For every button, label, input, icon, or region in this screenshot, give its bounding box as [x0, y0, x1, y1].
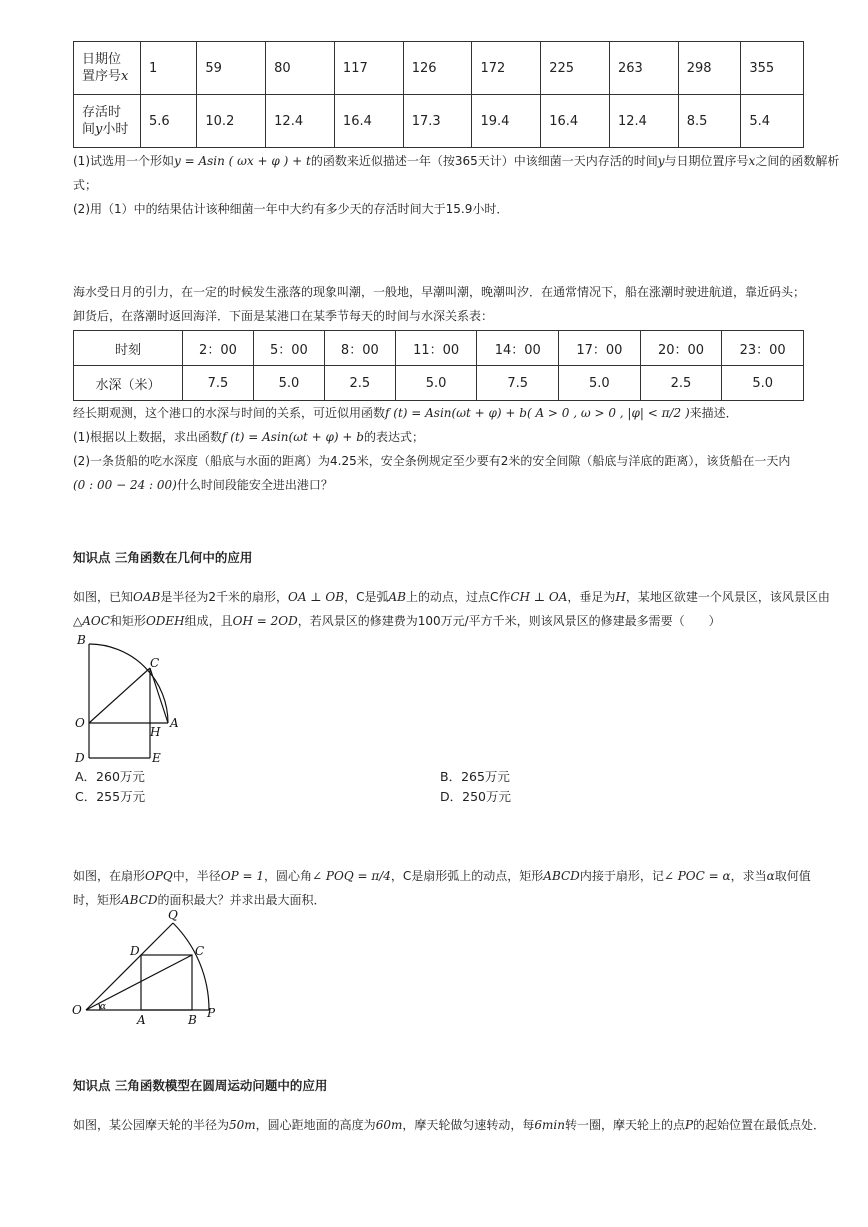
table-cell: 20：00 — [640, 331, 722, 366]
label-a: A — [170, 716, 179, 730]
segment-oq — [86, 923, 173, 1010]
table-cell: 5.4 — [741, 95, 804, 148]
table-cell: 172 — [472, 42, 541, 95]
p1-question1-cont: 式； — [73, 178, 98, 192]
label-o: O — [72, 1003, 82, 1017]
section-heading-circular-motion: 知识点 三角函数模型在圆周运动问题中的应用 — [73, 1078, 328, 1093]
p2-question2: (2)一条货船的吃水深度（船底与水面的距离）为4.25米，安全条例规定至少要有2米的安全间隙（船底与洋底的距离），该货船在一天内 — [73, 454, 791, 468]
tide-table — [73, 330, 804, 401]
survival-table — [73, 41, 804, 148]
table-cell: 263 — [609, 42, 678, 95]
label-h: H — [150, 725, 161, 739]
table-cell: 126 — [403, 42, 472, 95]
row-header-time: 存活时 间y小时 — [74, 95, 141, 148]
label-b: B — [77, 633, 86, 647]
label-d: D — [130, 944, 140, 958]
table-cell: 5.0 — [395, 366, 477, 401]
table-cell: 16.4 — [334, 95, 403, 148]
rectangle-abcd — [141, 955, 192, 1010]
table-cell: 5.0 — [253, 366, 324, 401]
sector-figure — [70, 630, 190, 768]
table-cell: 59 — [197, 42, 266, 95]
table-cell: 11：00 — [395, 331, 477, 366]
label-p: P — [207, 1006, 216, 1020]
row-header-depth: 水深（米） — [74, 366, 183, 401]
table-cell: 7.5 — [477, 366, 559, 401]
table-cell: 2.5 — [640, 366, 722, 401]
label-q: Q — [168, 908, 178, 922]
label-c: C — [150, 656, 160, 670]
option-b[interactable]: B．265万元 — [440, 769, 510, 784]
table-cell: 16.4 — [541, 95, 610, 148]
p1-question2: (2)用（1）中的结果估计该种细菌一年中大约有多少天的存活时间大于15.9小时． — [73, 202, 509, 216]
table-row — [74, 366, 804, 401]
table-cell: 117 — [334, 42, 403, 95]
p2-question1: (1)根据以上数据，求出函数f (t) = Asin(ωt + φ) + b的表达式； — [73, 430, 424, 444]
table-cell: 5：00 — [253, 331, 324, 366]
label-b: B — [188, 1013, 197, 1027]
option-d[interactable]: D．250万元 — [440, 789, 511, 804]
table-cell: 7.5 — [183, 366, 254, 401]
table-cell: 5.6 — [141, 95, 197, 148]
section-heading-geometry: 知识点 三角函数在几何中的应用 — [73, 550, 253, 565]
table-cell: 298 — [678, 42, 741, 95]
table-cell: 23：00 — [722, 331, 804, 366]
table-cell: 5.0 — [722, 366, 804, 401]
table-cell: 14：00 — [477, 331, 559, 366]
table-cell: 355 — [741, 42, 804, 95]
p3-line2: △AOC和矩形ODEH组成，且OH = 2OD，若风景区的修建费为100万元/平方千米，则该风景区的修建最多需要（ ） — [73, 614, 721, 628]
table-cell: 8：00 — [324, 331, 395, 366]
p1-question1: (1)试选用一个形如y = Asin ( ωx + φ ) + t的函数来近似描述一年（按365天计）中该细菌一天内存活的时间y与日期位置序号x之间的函数解析 — [73, 154, 840, 168]
p4-line1: 如图，在扇形OPQ中，半径OP = 1，圆心角∠ POQ = π/4，C是扇形弧上的动点，矩形ABCD内接于扇形，记∠ POC = α，求当α取何值 — [73, 869, 811, 883]
table-cell: 17：00 — [559, 331, 641, 366]
label-a: A — [137, 1013, 146, 1027]
table-cell: 12.4 — [609, 95, 678, 148]
table-cell: 5.0 — [559, 366, 641, 401]
label-d: D — [75, 751, 85, 765]
segment-ca — [150, 668, 168, 723]
sector-rectangle-figure — [68, 905, 228, 1030]
table-cell: 17.3 — [403, 95, 472, 148]
p2-observation: 经长期观测，这个港口的水深与时间的关系，可近似用函数f (t) = Asin(ωt + φ) + b( A > 0 , ω > 0 , |φ| < π/2 )来描述． — [73, 406, 738, 420]
table-row — [74, 95, 804, 148]
row-header-time: 时刻 — [74, 331, 183, 366]
option-a[interactable]: A．260万元 — [75, 769, 145, 784]
table-cell: 8.5 — [678, 95, 741, 148]
table-cell: 2.5 — [324, 366, 395, 401]
segment-oc — [89, 668, 150, 723]
table-cell: 80 — [266, 42, 335, 95]
label-alpha: α — [100, 1002, 107, 1012]
label-c: C — [195, 944, 205, 958]
row-header-date: 日期位 置序号x — [74, 42, 141, 95]
table-cell: 2：00 — [183, 331, 254, 366]
p2-intro-2: 卸货后，在落潮时返回海洋．下面是某港口在某季节每天的时间与水深关系表： — [73, 309, 494, 323]
table-cell: 1 — [141, 42, 197, 95]
label-o: O — [75, 716, 85, 730]
table-row — [74, 331, 804, 366]
label-e: E — [152, 751, 161, 765]
p2-intro-1: 海水受日月的引力，在一定的时候发生涨落的现象叫潮，一般地，早潮叫潮，晚潮叫汐．在通常情况下，船在涨潮时驶进航道，靠近码头； — [73, 285, 806, 299]
table-cell: 19.4 — [472, 95, 541, 148]
table-row — [74, 42, 804, 95]
p2-question2-cont: (0 : 00 − 24 : 00)什么时间段能安全进出港口？ — [73, 478, 333, 492]
table-cell: 12.4 — [266, 95, 335, 148]
table-cell: 225 — [541, 42, 610, 95]
p4-line2: 时，矩形ABCD的面积最大？并求出最大面积． — [73, 893, 326, 907]
arc-pq — [173, 923, 209, 1010]
p3-line1: 如图，已知OAB是半径为2千米的扇形，OA ⊥ OB，C是弧AB上的动点，过点C作CH ⊥ OA，垂足为H，某地区欲建一个风景区，该风景区由 — [73, 590, 830, 604]
option-c[interactable]: C．255万元 — [75, 789, 146, 804]
table-cell: 10.2 — [197, 95, 266, 148]
p5-line1: 如图，某公园摩天轮的半径为50m，圆心距地面的高度为60m，摩天轮做匀速转动，每6min转一圈，摩天轮上的点P的起始位置在最低点处． — [73, 1118, 826, 1132]
